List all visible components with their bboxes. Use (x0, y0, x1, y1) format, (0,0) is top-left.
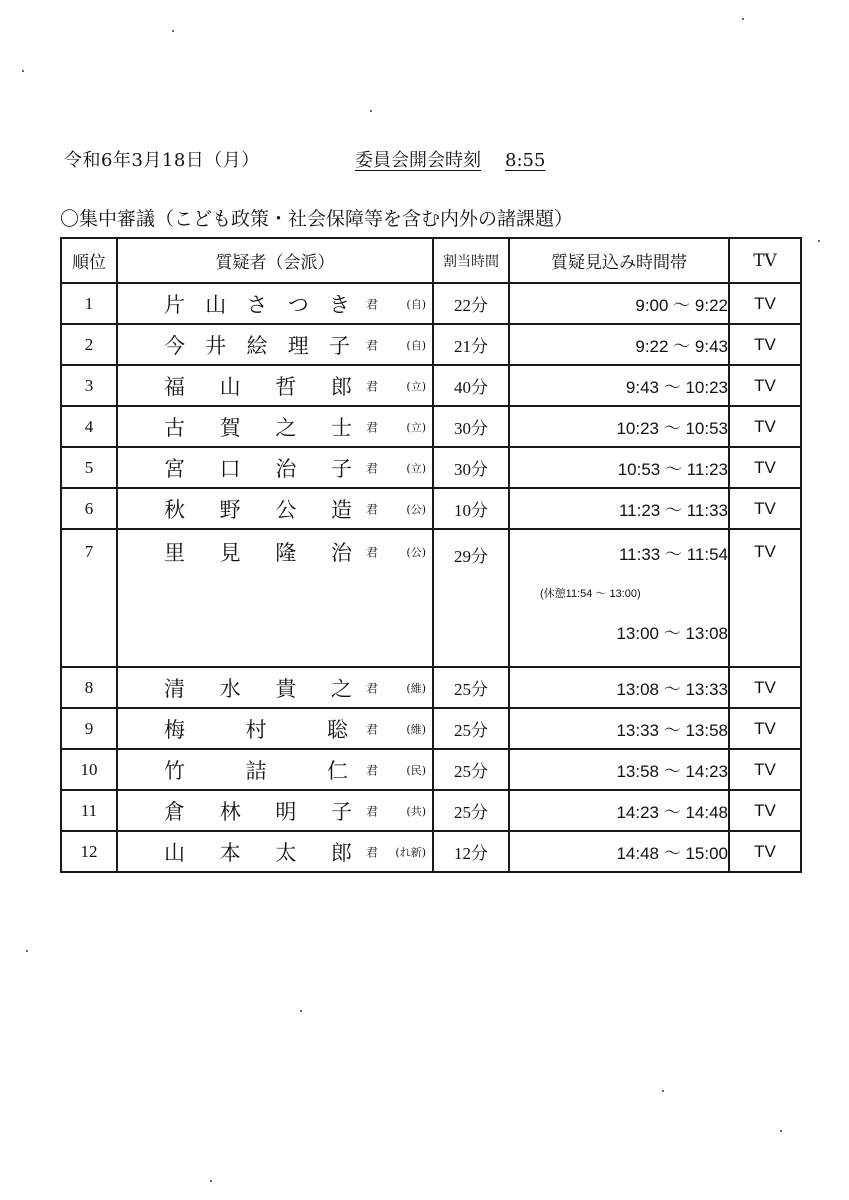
honorific: 君 (366, 845, 379, 859)
party-label: (立) (406, 461, 426, 475)
scan-speck (818, 240, 820, 242)
honorific: 君 (366, 379, 379, 393)
table-row (61, 831, 801, 872)
questioner-cell (117, 708, 433, 749)
table-row (61, 790, 801, 831)
table-row (61, 447, 801, 488)
rank-cell: 7 (61, 529, 117, 667)
questioner-cell (117, 529, 433, 667)
rank-cell: 12 (61, 831, 117, 872)
section-title: 〇集中審議（こども政策・社会保障等を含む内外の諸課題） (60, 208, 574, 230)
name-char: 竹 (164, 758, 185, 783)
scan-speck (26, 950, 28, 952)
allocated-time-cell: 30分 (433, 406, 509, 447)
honorific: 君 (366, 545, 379, 560)
rank-cell: 10 (61, 749, 117, 790)
questioner-name (164, 330, 350, 360)
recess-note: (休憩11:54 ～ 13:00) (540, 588, 641, 600)
name-char: 治 (275, 456, 297, 481)
name-char: 造 (330, 497, 352, 522)
time-slot-cell: 9:43 ～ 10:23 (509, 365, 729, 406)
name-char: 子 (330, 799, 352, 824)
name-char: 詰 (245, 758, 267, 783)
header-expected-slot: 質疑見込み時間帯 (509, 238, 729, 283)
name-char: つ (287, 292, 309, 317)
tv-cell: TV (729, 406, 801, 447)
table-row (61, 708, 801, 749)
tv-cell: TV (729, 708, 801, 749)
time-slot-cell: 14:48 ～ 15:00 (509, 831, 729, 872)
header-rank: 順位 (61, 238, 117, 283)
name-char: 理 (287, 333, 309, 358)
tv-cell: TV (729, 749, 801, 790)
honorific: 君 (366, 681, 379, 695)
allocated-time-cell: 25分 (433, 708, 509, 749)
name-char: 山 (205, 292, 227, 317)
name-char: 林 (219, 799, 241, 824)
scan-speck (300, 1010, 302, 1012)
name-char: 士 (330, 415, 352, 440)
tv-cell: TV (729, 283, 801, 324)
tv-cell: TV (729, 790, 801, 831)
name-char: 清 (164, 676, 185, 701)
allocated-time-cell: 40分 (433, 365, 509, 406)
time-slot-cell (509, 529, 729, 667)
rank-cell: 4 (61, 406, 117, 447)
tv-cell: TV (729, 831, 801, 872)
questioner-name (164, 494, 352, 524)
allocated-time-cell: 25分 (433, 667, 509, 708)
allocated-time-cell: 30分 (433, 447, 509, 488)
party-label: (共) (406, 804, 426, 818)
time-slot-cell: 9:22 ～ 9:43 (509, 324, 729, 365)
questioner-cell (117, 667, 433, 708)
table-row (61, 488, 801, 529)
party-label: (立) (406, 420, 426, 434)
name-char: 之 (275, 415, 297, 440)
name-char: 里 (164, 541, 185, 565)
table-row (61, 283, 801, 324)
questioner-name (164, 453, 352, 483)
allocated-time-cell: 22分 (433, 283, 509, 324)
questioner-name (164, 673, 352, 703)
party-label: (立) (406, 379, 426, 393)
time-slot-cell: 13:08 ～ 13:33 (509, 667, 729, 708)
questioner-cell (117, 488, 433, 529)
name-char: 片 (164, 292, 185, 317)
name-char: 公 (275, 497, 297, 522)
scan-speck (780, 1130, 782, 1132)
name-char: 山 (164, 840, 185, 865)
questioner-name (164, 412, 352, 442)
questioner-cell (117, 324, 433, 365)
name-char: 本 (219, 840, 241, 865)
questioner-cell (117, 749, 433, 790)
table-row (61, 365, 801, 406)
name-char: 治 (330, 541, 352, 565)
questioner-cell (117, 447, 433, 488)
honorific: 君 (366, 461, 379, 475)
table-row (61, 529, 801, 667)
name-char: 山 (219, 374, 241, 399)
time-slot-cell: 9:00 ～ 9:22 (509, 283, 729, 324)
name-char: 哲 (275, 374, 297, 399)
name-char: 宮 (164, 456, 185, 481)
name-char: 子 (330, 456, 352, 481)
party-label: (民) (406, 763, 426, 777)
honorific: 君 (366, 763, 379, 777)
questioner-cell (117, 365, 433, 406)
name-char: 今 (164, 333, 185, 358)
scan-speck (370, 110, 372, 112)
questioner-name (164, 755, 348, 785)
name-char: 子 (329, 333, 350, 358)
name-char: 郎 (330, 840, 352, 865)
table-row (61, 667, 801, 708)
name-char: 之 (330, 676, 352, 701)
allocated-time-cell: 25分 (433, 749, 509, 790)
name-char: 貴 (275, 676, 297, 701)
session-date: 令和6年3月18日（月） (64, 150, 260, 171)
questioner-name (164, 714, 348, 744)
time-slot-cell: 13:33 ～ 13:58 (509, 708, 729, 749)
honorific: 君 (366, 722, 379, 736)
scan-speck (742, 18, 744, 20)
name-char: 村 (245, 717, 267, 742)
rank-cell: 11 (61, 790, 117, 831)
tv-cell: TV (729, 667, 801, 708)
name-char: 聡 (327, 717, 348, 742)
name-char: 梅 (164, 717, 185, 742)
party-label: (公) (406, 546, 426, 559)
name-char: 福 (164, 374, 185, 399)
name-char: 倉 (164, 799, 185, 824)
questioner-cell (117, 283, 433, 324)
name-char: 明 (275, 799, 297, 824)
name-char: 絵 (246, 333, 268, 358)
honorific: 君 (366, 804, 379, 818)
header-questioner: 質疑者（会派） (117, 238, 433, 283)
allocated-time-cell: 21分 (433, 324, 509, 365)
tv-cell: TV (729, 529, 801, 667)
questioner-cell (117, 831, 433, 872)
questioner-name (164, 289, 350, 319)
time-slot-cell: 11:23 ～ 11:33 (509, 488, 729, 529)
party-label: (維) (406, 722, 426, 736)
name-char: 見 (219, 541, 241, 565)
rank-cell: 1 (61, 283, 117, 324)
name-char: さ (246, 292, 268, 317)
name-char: 賀 (219, 415, 241, 440)
name-char: 野 (219, 497, 241, 522)
name-char: 太 (275, 840, 297, 865)
time-slot-cell: 10:53 ～ 11:23 (509, 447, 729, 488)
time-slot-cell: 10:23 ～ 10:53 (509, 406, 729, 447)
schedule-table (60, 237, 802, 873)
questioner-name (164, 837, 352, 867)
scan-speck (662, 1090, 664, 1092)
name-char: 仁 (327, 758, 348, 783)
party-label: (自) (406, 297, 426, 311)
name-char: 井 (205, 333, 227, 358)
tv-cell: TV (729, 324, 801, 365)
rank-cell: 5 (61, 447, 117, 488)
questioner-name (164, 796, 352, 826)
party-label: (れ新) (395, 845, 426, 859)
time-slot-line: 11:33 ～ 11:54 (618, 545, 728, 564)
meeting-time-value: 8:55 (505, 150, 546, 171)
rank-cell: 2 (61, 324, 117, 365)
time-slot-cell: 13:58 ～ 14:23 (509, 749, 729, 790)
allocated-time-cell: 29分 (433, 529, 509, 667)
header-tv: TV (729, 238, 801, 283)
tv-cell: TV (729, 488, 801, 529)
rank-cell: 9 (61, 708, 117, 749)
questioner-cell (117, 790, 433, 831)
time-slot-line: 13:00 ～ 13:08 (616, 624, 728, 643)
rank-cell: 8 (61, 667, 117, 708)
questioner-name (164, 371, 352, 401)
honorific: 君 (366, 502, 379, 516)
scan-speck (22, 70, 24, 72)
rank-cell: 6 (61, 488, 117, 529)
party-label: (維) (406, 681, 426, 695)
table-header-row (61, 238, 801, 283)
header-allocated-time: 割当時間 (433, 238, 509, 283)
questioner-name (164, 537, 352, 567)
table-row (61, 406, 801, 447)
party-label: (自) (406, 338, 426, 352)
name-char: き (329, 292, 350, 317)
table-row (61, 749, 801, 790)
honorific: 君 (366, 297, 379, 311)
scan-speck (210, 1180, 212, 1182)
name-char: 口 (219, 456, 241, 481)
allocated-time-cell: 25分 (433, 790, 509, 831)
honorific: 君 (366, 338, 379, 352)
name-char: 隆 (275, 541, 297, 565)
scan-speck (172, 30, 174, 32)
name-char: 古 (164, 415, 185, 440)
name-char: 水 (219, 676, 241, 701)
allocated-time-cell: 12分 (433, 831, 509, 872)
party-label: (公) (406, 502, 426, 516)
rank-cell: 3 (61, 365, 117, 406)
honorific: 君 (366, 420, 379, 434)
tv-cell: TV (729, 365, 801, 406)
meeting-label: 委員会開会時刻 (355, 150, 481, 171)
table-row (61, 324, 801, 365)
tv-cell: TV (729, 447, 801, 488)
name-char: 秋 (164, 497, 185, 522)
time-slot-cell: 14:23 ～ 14:48 (509, 790, 729, 831)
name-char: 郎 (330, 374, 352, 399)
questioner-cell (117, 406, 433, 447)
meeting-start-time (355, 146, 545, 172)
allocated-time-cell: 10分 (433, 488, 509, 529)
